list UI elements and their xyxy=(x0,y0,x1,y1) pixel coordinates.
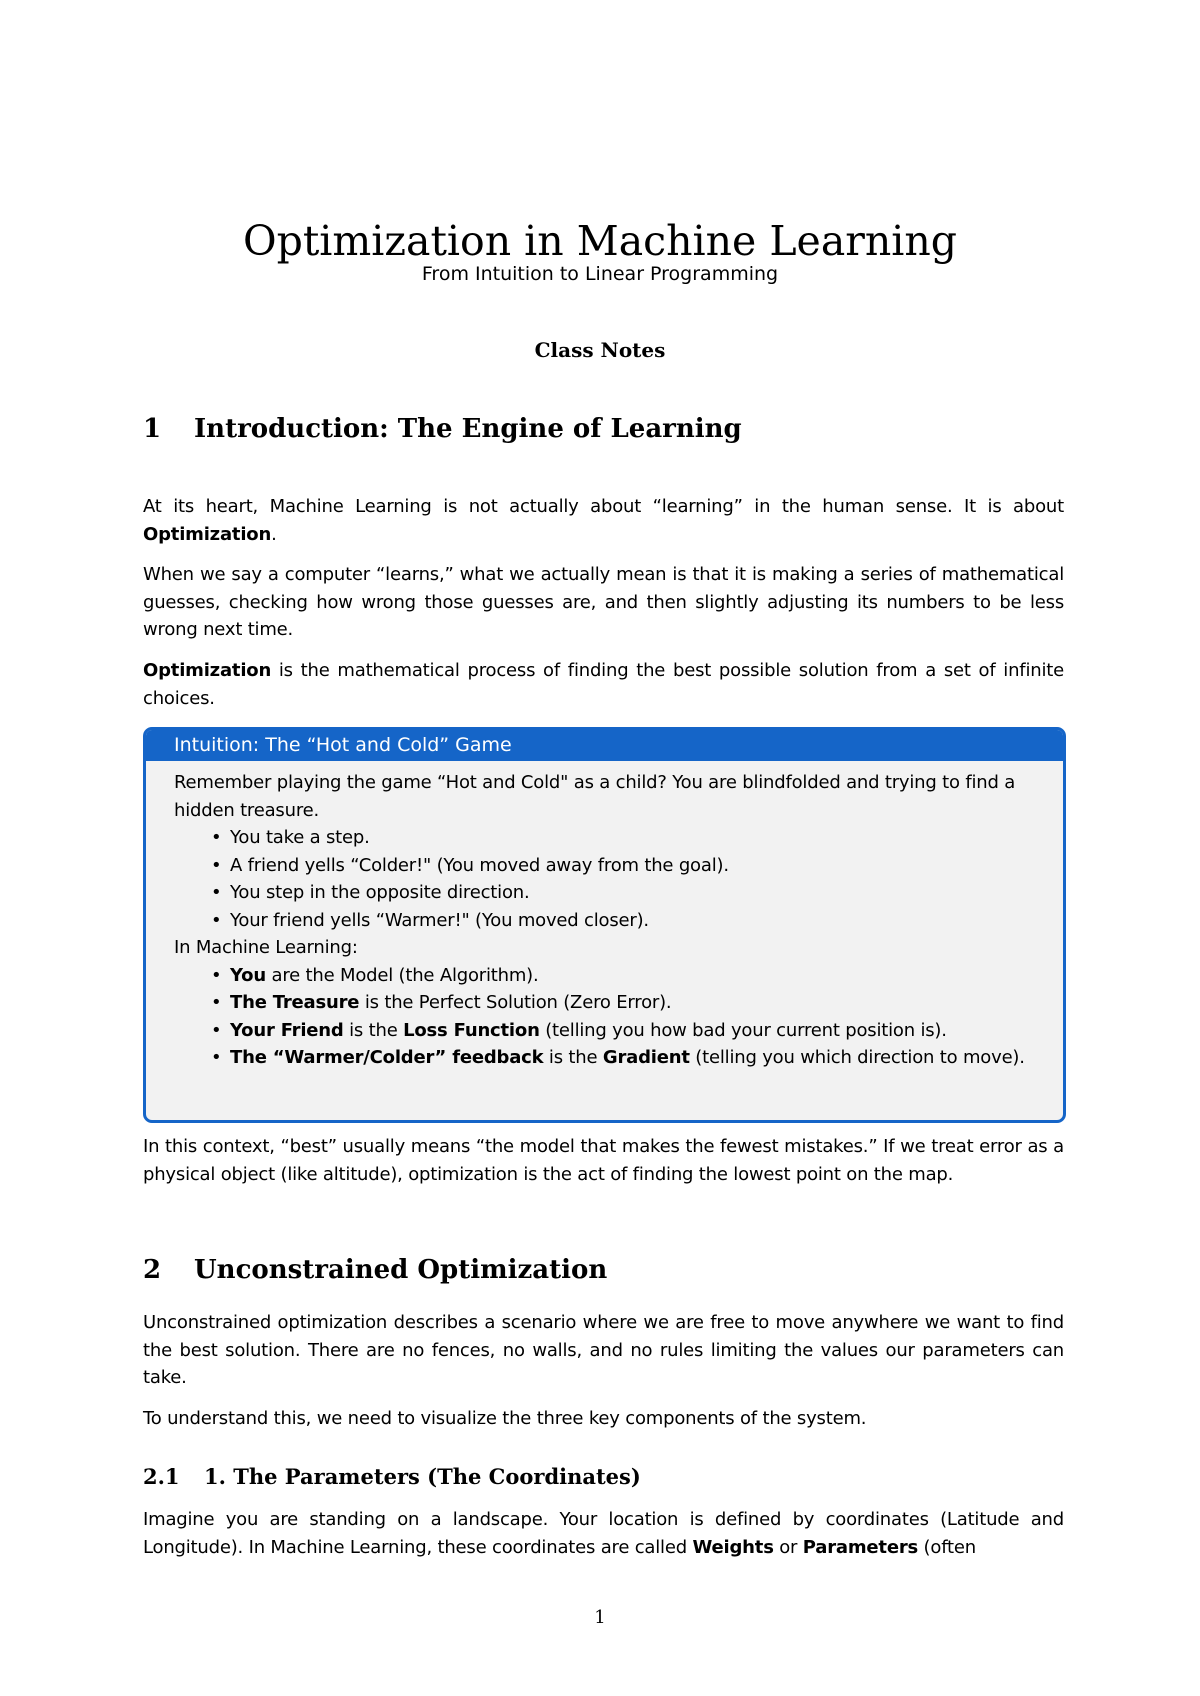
subsection-title: 1. The Parameters (The Coordinates) xyxy=(204,1464,641,1489)
section-title: Unconstrained Optimization xyxy=(194,1255,608,1285)
bullet-icon: • xyxy=(211,964,222,986)
section-1-paragraph-3: Optimization is the mathematical process of finding the best possible solution from a set of infinite choices. xyxy=(143,660,1064,709)
bullet-icon: • xyxy=(211,909,222,931)
section-2-paragraph-1: Unconstrained optimization describes a scenario where we are free to move anywhere we want to find the best solution. There are no fences, no walls, and no rules limiting the values our parameters can take. xyxy=(143,1312,1064,1388)
list-item: • A friend yells “Colder!" (You moved away from the goal). xyxy=(174,852,1035,880)
section-number: 2 xyxy=(143,1255,162,1285)
section-1-paragraph-1: At its heart, Machine Learning is not actually about “learning” in the human sense. It is about Optimization. xyxy=(143,496,1064,545)
subsection-2-1-paragraph-1: Imagine you are standing on a landscape. Your location is defined by coordinates (Latitude and Longitude). In Machine Learning, these coordinates are called Weights or Parameters (often xyxy=(143,1509,1064,1558)
page-number: 1 xyxy=(594,1607,606,1628)
subsection-number: 2.1 xyxy=(143,1464,180,1489)
emphasis-weights: Weights xyxy=(692,1536,774,1558)
bullet-icon: • xyxy=(211,854,222,876)
list-item: • You take a step. xyxy=(174,824,1035,852)
list-item: • The “Warmer/Colder” feedback is the Gradient (telling you which direction to move). xyxy=(174,1044,1035,1072)
section-number: 1 xyxy=(143,414,162,444)
emphasis-optimization: Optimization xyxy=(143,660,272,681)
list-item: • The Treasure is the Perfect Solution (Zero Error). xyxy=(174,989,1035,1017)
bullet-icon: • xyxy=(211,1047,222,1068)
bullet-icon: • xyxy=(211,882,222,903)
intuition-box xyxy=(143,727,1066,1123)
document-subtitle: From Intuition to Linear Programming xyxy=(421,263,779,285)
list-item: • Your Friend is the Loss Function (telling you how bad your current position is). xyxy=(174,1017,1035,1045)
bullet-icon: • xyxy=(211,992,222,1013)
intuition-box-body xyxy=(146,761,1063,1072)
section-1-paragraph-2: When we say a computer “learns,” what we actually mean is that it is making a series of mathematical guesses, checking how wrong those guesses are, and then slightly adjusting its numbers to be less wrong next time. xyxy=(143,564,1064,640)
section-2-paragraph-2: To understand this, we need to visualize the three key components of the system. xyxy=(143,1408,867,1429)
subsection-2-1-heading xyxy=(143,1464,641,1490)
ml-intro: In Machine Learning: xyxy=(174,937,358,958)
ml-mapping-list xyxy=(174,962,1035,1072)
section-2-heading xyxy=(143,1254,607,1286)
list-item: • You step in the opposite direction. xyxy=(174,879,1035,907)
intuition-intro: Remember playing the game “Hot and Cold" as a child? You are blindfolded and trying to find a hidden treasure. xyxy=(174,772,1016,821)
bullet-icon: • xyxy=(211,827,222,848)
game-steps-list xyxy=(174,824,1035,934)
section-1-heading xyxy=(143,413,742,445)
emphasis-optimization: Optimization xyxy=(143,523,272,545)
emphasis-parameters: Parameters xyxy=(802,1536,919,1558)
bullet-icon: • xyxy=(211,1019,222,1041)
intuition-box-title: Intuition: The “Hot and Cold” Game xyxy=(146,730,1063,761)
section-1-paragraph-4: In this context, “best” usually means “the model that makes the fewest mistakes.” If we treat error as a physical object (like altitude), optimization is the act of finding the lowest point on the map. xyxy=(143,1136,1064,1185)
section-title: Introduction: The Engine of Learning xyxy=(194,414,742,444)
document-title: Optimization in Machine Learning xyxy=(242,217,958,265)
document-author: Class Notes xyxy=(534,338,666,362)
list-item: • Your friend yells “Warmer!" (You moved closer). xyxy=(174,907,1035,935)
list-item: • You are the Model (the Algorithm). xyxy=(174,962,1035,990)
